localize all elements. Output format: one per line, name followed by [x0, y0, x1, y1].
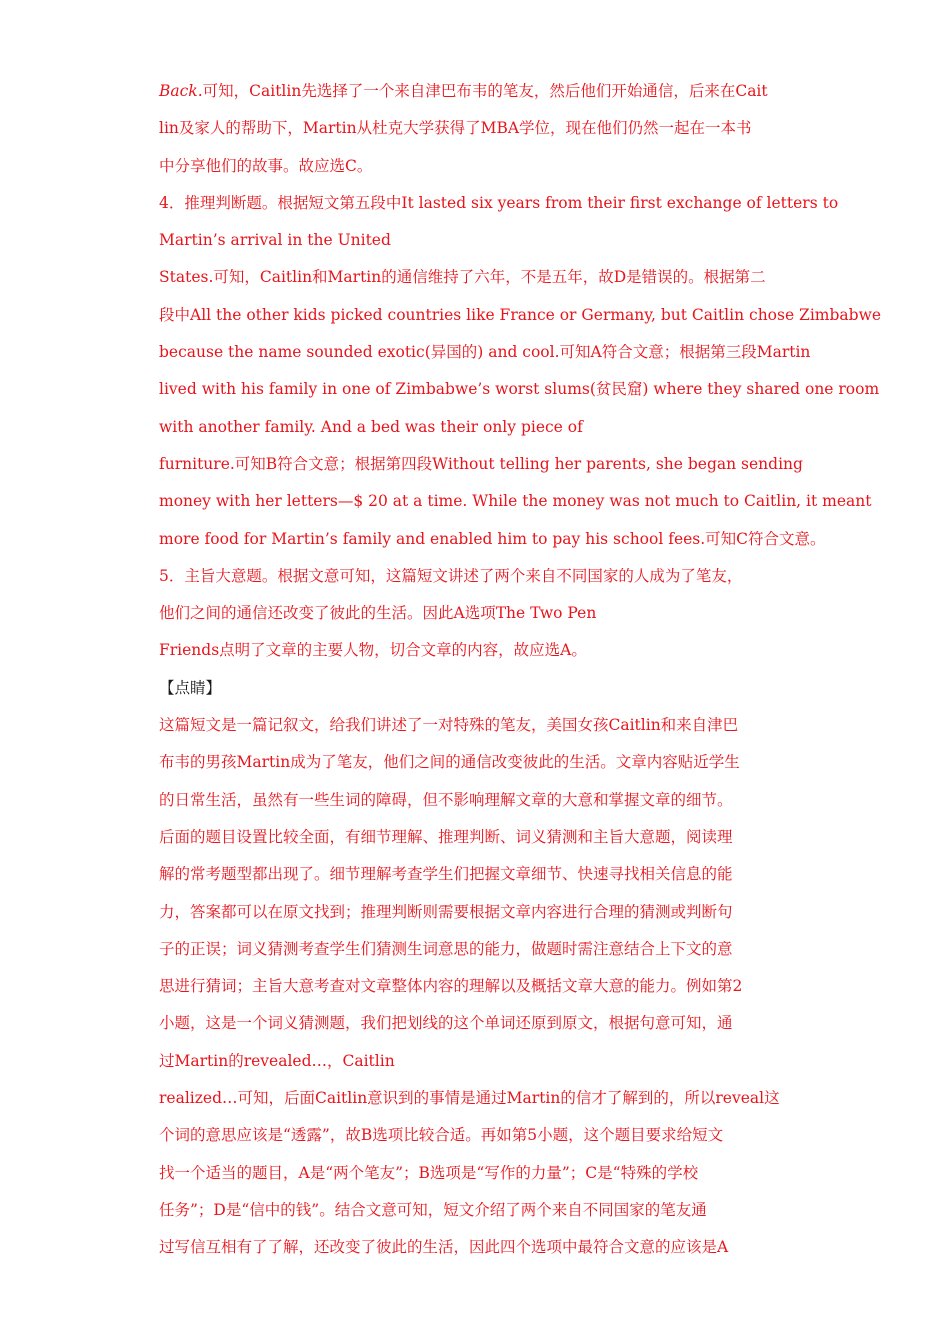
comment-text-line: 小题，这是一个词义猜测题，我们把划线的这个单词还原到原文，根据句意可知，通	[159, 1014, 733, 1033]
text-line: 中分享他们的故事。故应选C。	[159, 156, 373, 175]
comment-text-line: 这篇短文是一篇记叙文，给我们讲述了一对特殊的笔友，美国女孩Caitlin和来自津巴	[159, 716, 739, 735]
text-line: because the name sounded exotic(异国的) and cool.可知A符合文意；根据第三段Martin	[159, 343, 811, 362]
comment-text-line: 找一个适当的题目，A是“两个笔友”；B选项是“写作的力量”；C是“特殊的学校	[159, 1163, 699, 1182]
text-line: Martin’s arrival in the United	[159, 231, 391, 250]
comment-text-line: 的日常生活，虽然有一些生词的障碍，但不影响理解文章的大意和掌握文章的细节。	[159, 790, 733, 809]
text-line: States.可知，Caitlin和Martin的通信维持了六年，不是五年，故D是错误的。根据第二	[159, 268, 766, 287]
text-line: furniture.可知B符合文意；根据第四段Without telling her parents, she began sending	[159, 454, 803, 473]
italic-word: Back	[159, 82, 198, 100]
comment-text-line: 力，答案都可以在原文找到；推理判断则需要根据文章内容进行合理的猜测或判断句	[159, 902, 733, 921]
comment-text-line: 个词的意思应该是“透露”，故B选项比较合适。再如第5小题，这个题目要求给短文	[159, 1126, 724, 1145]
text-line: 他们之间的通信还改变了彼此的生活。因此A选项The Two Pen	[159, 604, 597, 623]
comment-text-line: 布韦的男孩Martin成为了笔友，他们之间的通信改变彼此的生活。文章内容贴近学生	[159, 753, 740, 772]
comment-text-line: 过Martin的revealed…，Caitlin	[159, 1051, 395, 1070]
comment-text-line: 子的正误；词义猜测考查学生们猜测生词意思的能力，做题时需注意结合上下文的意	[159, 939, 733, 958]
comment-text-line: 解的常考题型都出现了。细节理解考查学生们把握文章细节、快速寻找相关信息的能	[159, 865, 733, 884]
text-line: Back.可知，Caitlin先选择了一个来自津巴布韦的笔友，然后他们开始通信，后来在Cait	[159, 82, 768, 100]
question-5-explanation: 5．主旨大意题。根据文意可知，这篇短文讲述了两个来自不同国家的人成为了笔友，	[159, 566, 743, 585]
text-line: money with her letters—$ 20 at a time. While the money was not much to Caitlin, it meant	[159, 492, 872, 511]
text-line: lin及家人的帮助下，Martin从杜克大学获得了MBA学位，现在他们仍然一起在一本书	[159, 119, 752, 138]
text-line: with another family. And a bed was their only piece of	[159, 417, 583, 436]
comment-heading: 【点睛】	[159, 678, 222, 697]
text-line: 段中All the other kids picked countries like France or Germany, but Caitlin chose Zimbabwe	[159, 305, 882, 324]
text-line: more food for Martin’s family and enabled him to pay his school fees.可知C符合文意。	[159, 529, 826, 548]
comment-text-line: realized…可知，后面Caitlin意识到的事情是通过Martin的信才了解到的，所以reveal这	[159, 1089, 780, 1108]
question-4-explanation: 4．推理判断题。根据短文第五段中It lasted six years from their first exchange of letters to	[159, 193, 839, 212]
comment-text-line: 后面的题目设置比较全面，有细节理解、推理判断、词义猜测和主旨大意题，阅读理	[159, 827, 733, 846]
text-line: Friends点明了文章的主要人物，切合文章的内容，故应选A。	[159, 641, 587, 660]
comment-text-line: 过写信互相有了了解，还改变了彼此的生活，因此四个选项中最符合文意的应该是A	[159, 1238, 729, 1257]
comment-text-line: 思进行猜词；主旨大意考查对文章整体内容的理解以及概括文章大意的能力。例如第2	[159, 977, 743, 996]
answer-explanation-text	[159, 73, 882, 1267]
comment-text-line: 任务”；D是“信中的钱”。结合文意可知，短文介绍了两个来自不同国家的笔友通	[159, 1200, 707, 1219]
text-line: lived with his family in one of Zimbabwe’s worst slums(贫民窟) where they shared one room	[159, 380, 880, 399]
